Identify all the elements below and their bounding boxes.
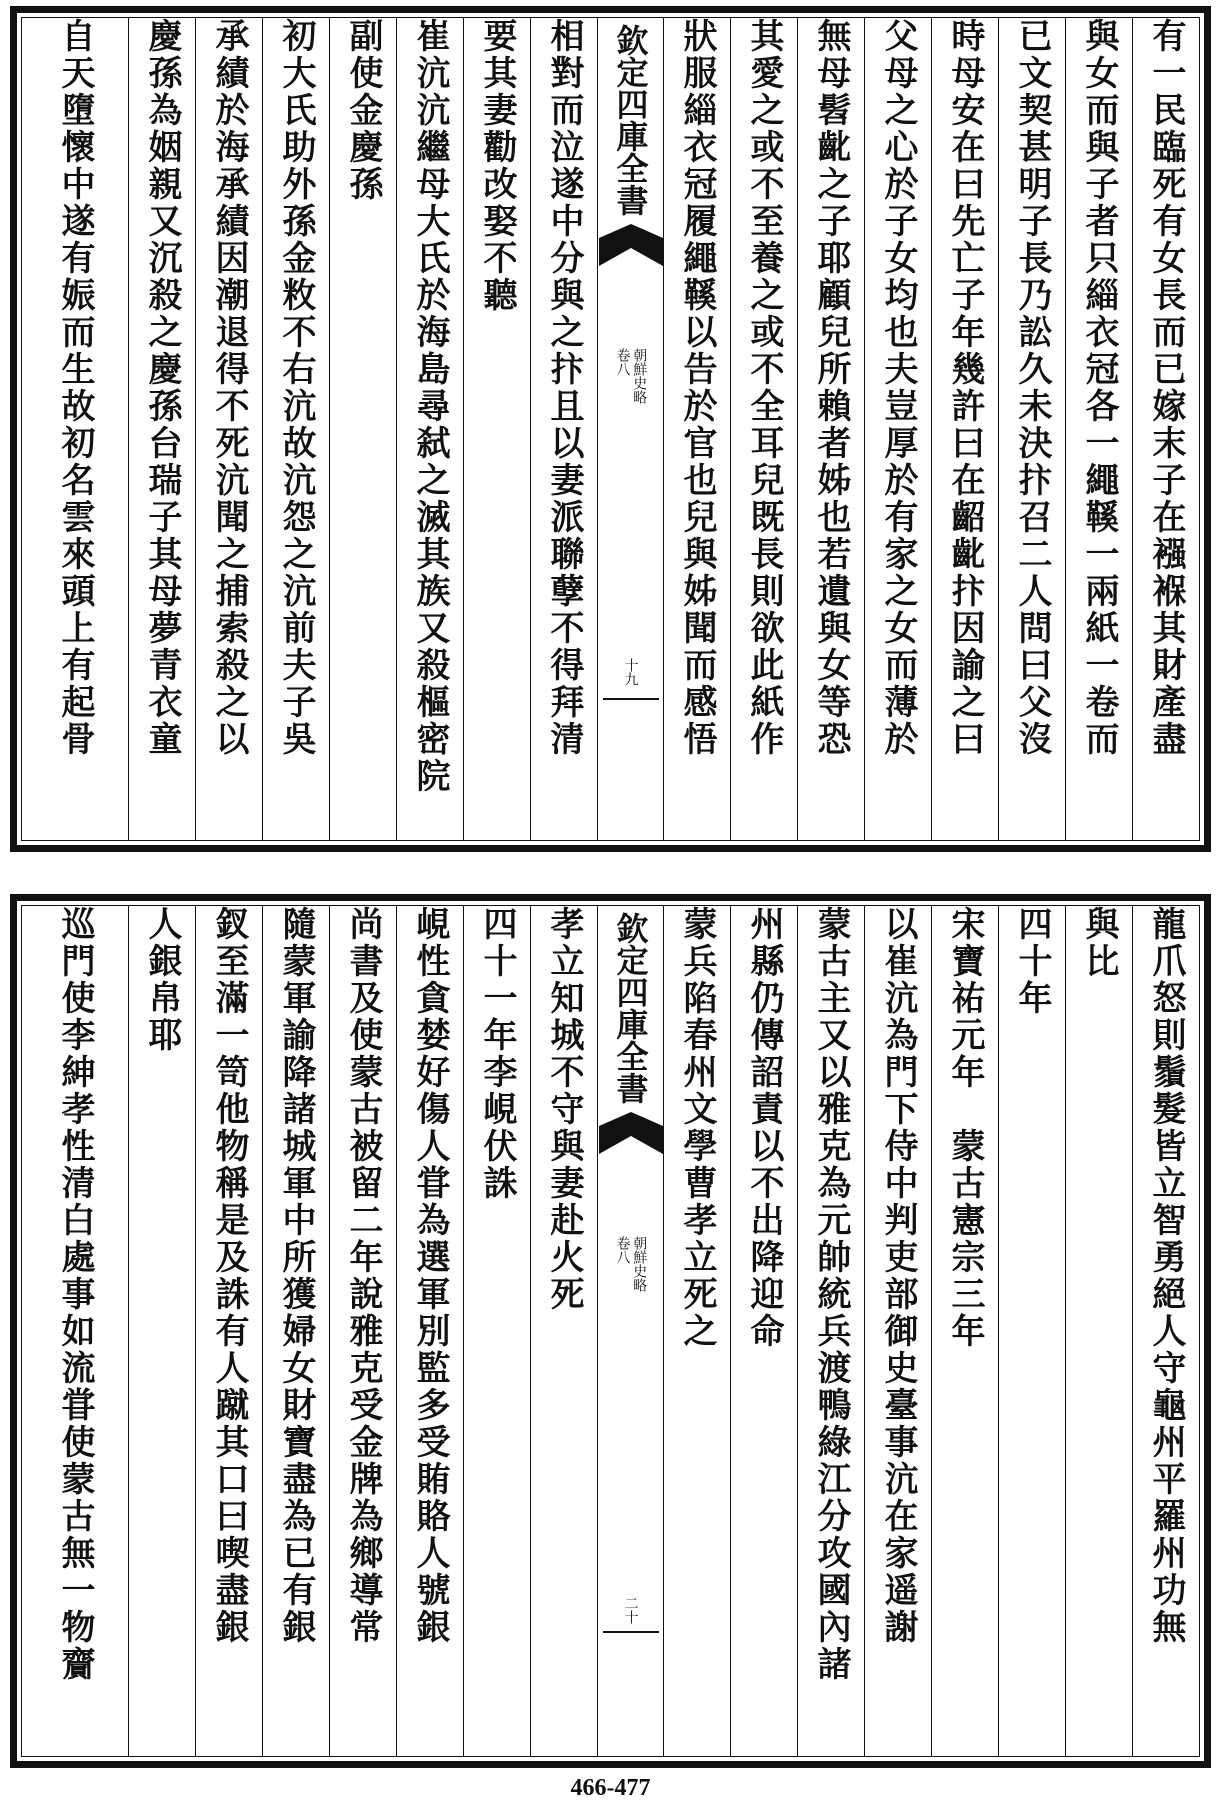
- text-column: 與女而與子者只緇衣冠各一繩鞵一兩紙一卷而: [1065, 18, 1132, 840]
- fold-center-column: [597, 18, 663, 840]
- text-column: 有一民臨死有女長而已嫁末子在襁褓其財產盡: [1132, 18, 1199, 840]
- fish-tail-mark-icon: [599, 224, 663, 266]
- folio-subtitle: 朝鮮史略 卷八: [614, 1236, 648, 1292]
- folio-number: 二十: [622, 1596, 639, 1624]
- top-page-columns: [22, 18, 1199, 840]
- text-column: 孝立知城不守與妻赴火死: [530, 906, 597, 1756]
- page-range-label: 466-477: [570, 1775, 651, 1801]
- text-column: 尚書及使蒙古被留二年說雅克受金牌為鄉導常: [329, 906, 396, 1756]
- text-column: 父母之心於子女均也夫豈厚於有家之女而薄於: [864, 18, 931, 840]
- bottom-page: [10, 894, 1211, 1768]
- fish-tail-mark-icon: [599, 1112, 663, 1154]
- text-column: 慶孫為姻親又沉殺之慶孫台瑞子其母夢青衣童: [128, 18, 195, 840]
- text-column: 狀服緇衣冠履繩鞵以告於官也兒與姊聞而感悟: [663, 18, 730, 840]
- text-column: 隨蒙軍諭降諸城軍中所獲婦女財寶盡為已有銀: [262, 906, 329, 1756]
- text-column: 四十一年李峴伏誅: [463, 906, 530, 1756]
- bottom-page-frame: [21, 905, 1200, 1757]
- folio-title: 欽定四庫全書: [611, 912, 650, 1104]
- fold-center-column: [597, 906, 663, 1756]
- text-column: 人銀帛耶: [128, 906, 195, 1756]
- text-column: 與比: [1065, 906, 1132, 1756]
- text-column: 副使金慶孫: [329, 18, 396, 840]
- text-column: 承績於海承績因潮退得不死沆聞之捕索殺之以: [195, 18, 262, 840]
- text-column: 已文契甚明子長乃訟久未決抃召二人問曰父沒: [998, 18, 1065, 840]
- folio-title: 欽定四庫全書: [611, 24, 650, 216]
- text-column: 無母髫齔之子耶顧兒所賴者姊也若遺與女等恐: [797, 18, 864, 840]
- top-page: [10, 6, 1211, 852]
- bottom-page-columns: [22, 906, 1199, 1756]
- text-column: 要其妻勸改娶不聽: [463, 18, 530, 840]
- text-column: 宋寶祐元年 蒙古憲宗三年: [931, 906, 998, 1756]
- text-column: 崔沆沆繼母大氏於海島尋弑之滅其族又殺樞密院: [396, 18, 463, 840]
- text-column: 釵至滿一笥他物稱是及誅有人蹴其口曰喫盡銀: [195, 906, 262, 1756]
- folio-rule: [603, 698, 659, 700]
- text-column: 州縣仍傳詔責以不出降迎命: [730, 906, 797, 1756]
- text-column: 自天墮懷中遂有娠而生故初名雲來頭上有起骨: [55, 18, 95, 758]
- text-column: 其愛之或不至養之或不全耳兒既長則欲此紙作: [730, 18, 797, 840]
- folio-number: 十九: [622, 658, 639, 686]
- text-column: 四十年: [998, 906, 1065, 1756]
- text-column: 時母安在曰先亡子年幾許曰在齠齔抃因諭之曰: [931, 18, 998, 840]
- text-column: 峴性貪婪好傷人甞為選軍別監多受賄賂人號銀: [396, 906, 463, 1756]
- folio-rule: [603, 1631, 659, 1633]
- top-page-frame: [21, 17, 1200, 841]
- text-column: 以崔沆為門下侍中判吏部御史臺事沆在家遥謝: [864, 906, 931, 1756]
- text-column: 相對而泣遂中分與之抃且以妻派聯孽不得拜清: [530, 18, 597, 840]
- folio-subtitle: 朝鮮史略 卷八: [614, 348, 648, 404]
- text-column: 蒙兵陷春州文學曹孝立死之: [663, 906, 730, 1756]
- text-column: 蒙古主又以雅克為元帥統兵渡鴨綠江分攻國內諸: [797, 906, 864, 1756]
- text-column: 初大氏助外孫金敉不右沆故沆怨之沆前夫子吳: [262, 18, 329, 840]
- text-column: 巡門使李紳孝性清白處事如流甞使蒙古無一物齎: [55, 906, 95, 1683]
- text-column: 龍爪怒則鬚髮皆立智勇絕人守龜州平羅州功無: [1132, 906, 1199, 1756]
